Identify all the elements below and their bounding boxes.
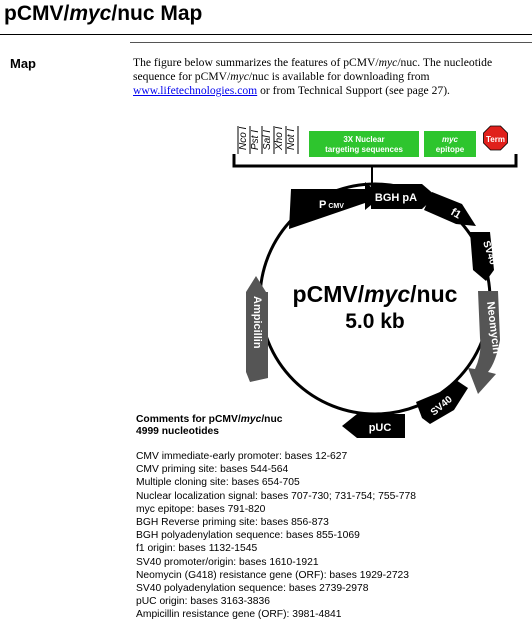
restriction-site-sal: Sal I <box>262 129 273 150</box>
feature-line: BGH Reverse priming site: bases 856-873 <box>136 517 329 529</box>
feature-line: Neomycin (G418) resistance gene (ORF): bases 1929-2723 <box>136 569 409 581</box>
comments-nucleotide-count: 4999 nucleotides <box>136 426 219 437</box>
page-title: pCMV/myc/nuc Map <box>4 2 203 25</box>
feature-line: SV40 promoter/origin: bases 1610-1921 <box>136 556 319 568</box>
feature-line: myc epitope: bases 791-820 <box>136 503 266 515</box>
f1-label: f1 <box>448 206 463 222</box>
pcmv-label: PCMV <box>319 199 344 211</box>
feature-line: CMV immediate-early promoter: bases 12-627 <box>136 451 348 462</box>
feature-line: SV40 polyadenylation sequence: bases 2739-2978 <box>136 583 369 595</box>
f1-arrow <box>424 192 476 226</box>
neomycin-label: Neomycin <box>484 300 503 355</box>
nls-tag-label-1: 3X Nuclear <box>343 135 385 144</box>
plasmid-name: pCMV/myc/nuc <box>292 281 458 307</box>
feature-line: BGH polyadenylation sequence: bases 855-1069 <box>136 530 360 542</box>
feature-line: Ampicillin resistance gene (ORF): 3981-4841 <box>136 609 342 621</box>
puc-label: pUC <box>368 422 392 434</box>
feature-line: pUC origin: bases 3163-3836 <box>136 596 270 608</box>
lifetechnologies-link[interactable]: www.lifetechnologies.com <box>133 84 258 97</box>
feature-line: Multiple cloning site: bases 654-705 <box>136 477 300 489</box>
feature-line: f1 origin: bases 1132-1545 <box>136 543 258 555</box>
bgh-pa-label: BGH pA <box>374 192 418 204</box>
restriction-site-pst: Pst I <box>250 129 261 150</box>
restriction-site-not: Not I <box>286 128 297 150</box>
myc-tag-label-1: myc <box>441 135 459 144</box>
restriction-site-nco: Nco I <box>238 126 249 150</box>
comments-block <box>136 414 416 622</box>
section-label-map: Map <box>10 56 36 71</box>
sv40-promoter-label: SV40 <box>480 239 499 267</box>
feature-line: Nuclear localization signal: bases 707-730; 731-754; 755-778 <box>136 490 416 502</box>
plasmid-size: 5.0 kb <box>345 310 405 333</box>
myc-tag-label-2: epitope <box>435 145 465 154</box>
term-label: Term <box>486 135 505 144</box>
comments-heading: Comments for pCMV/myc/nuc <box>136 414 283 425</box>
sv40-pa-label: SV40 <box>428 394 455 419</box>
restriction-site-xho: Xho I <box>274 126 285 150</box>
feature-line: CMV priming site: bases 544-564 <box>136 464 289 476</box>
nls-tag-label-2: targeting sequences <box>325 145 403 154</box>
intro-paragraph: The figure below summarizes the features of pCMV/myc/nuc. The nucleotide sequence for pCMV/myc/nuc is available for downloading from www.lifetechnologies.com or from Technical Support (see page 27). <box>133 56 493 97</box>
ampicillin-label: Ampicillin <box>251 296 263 349</box>
